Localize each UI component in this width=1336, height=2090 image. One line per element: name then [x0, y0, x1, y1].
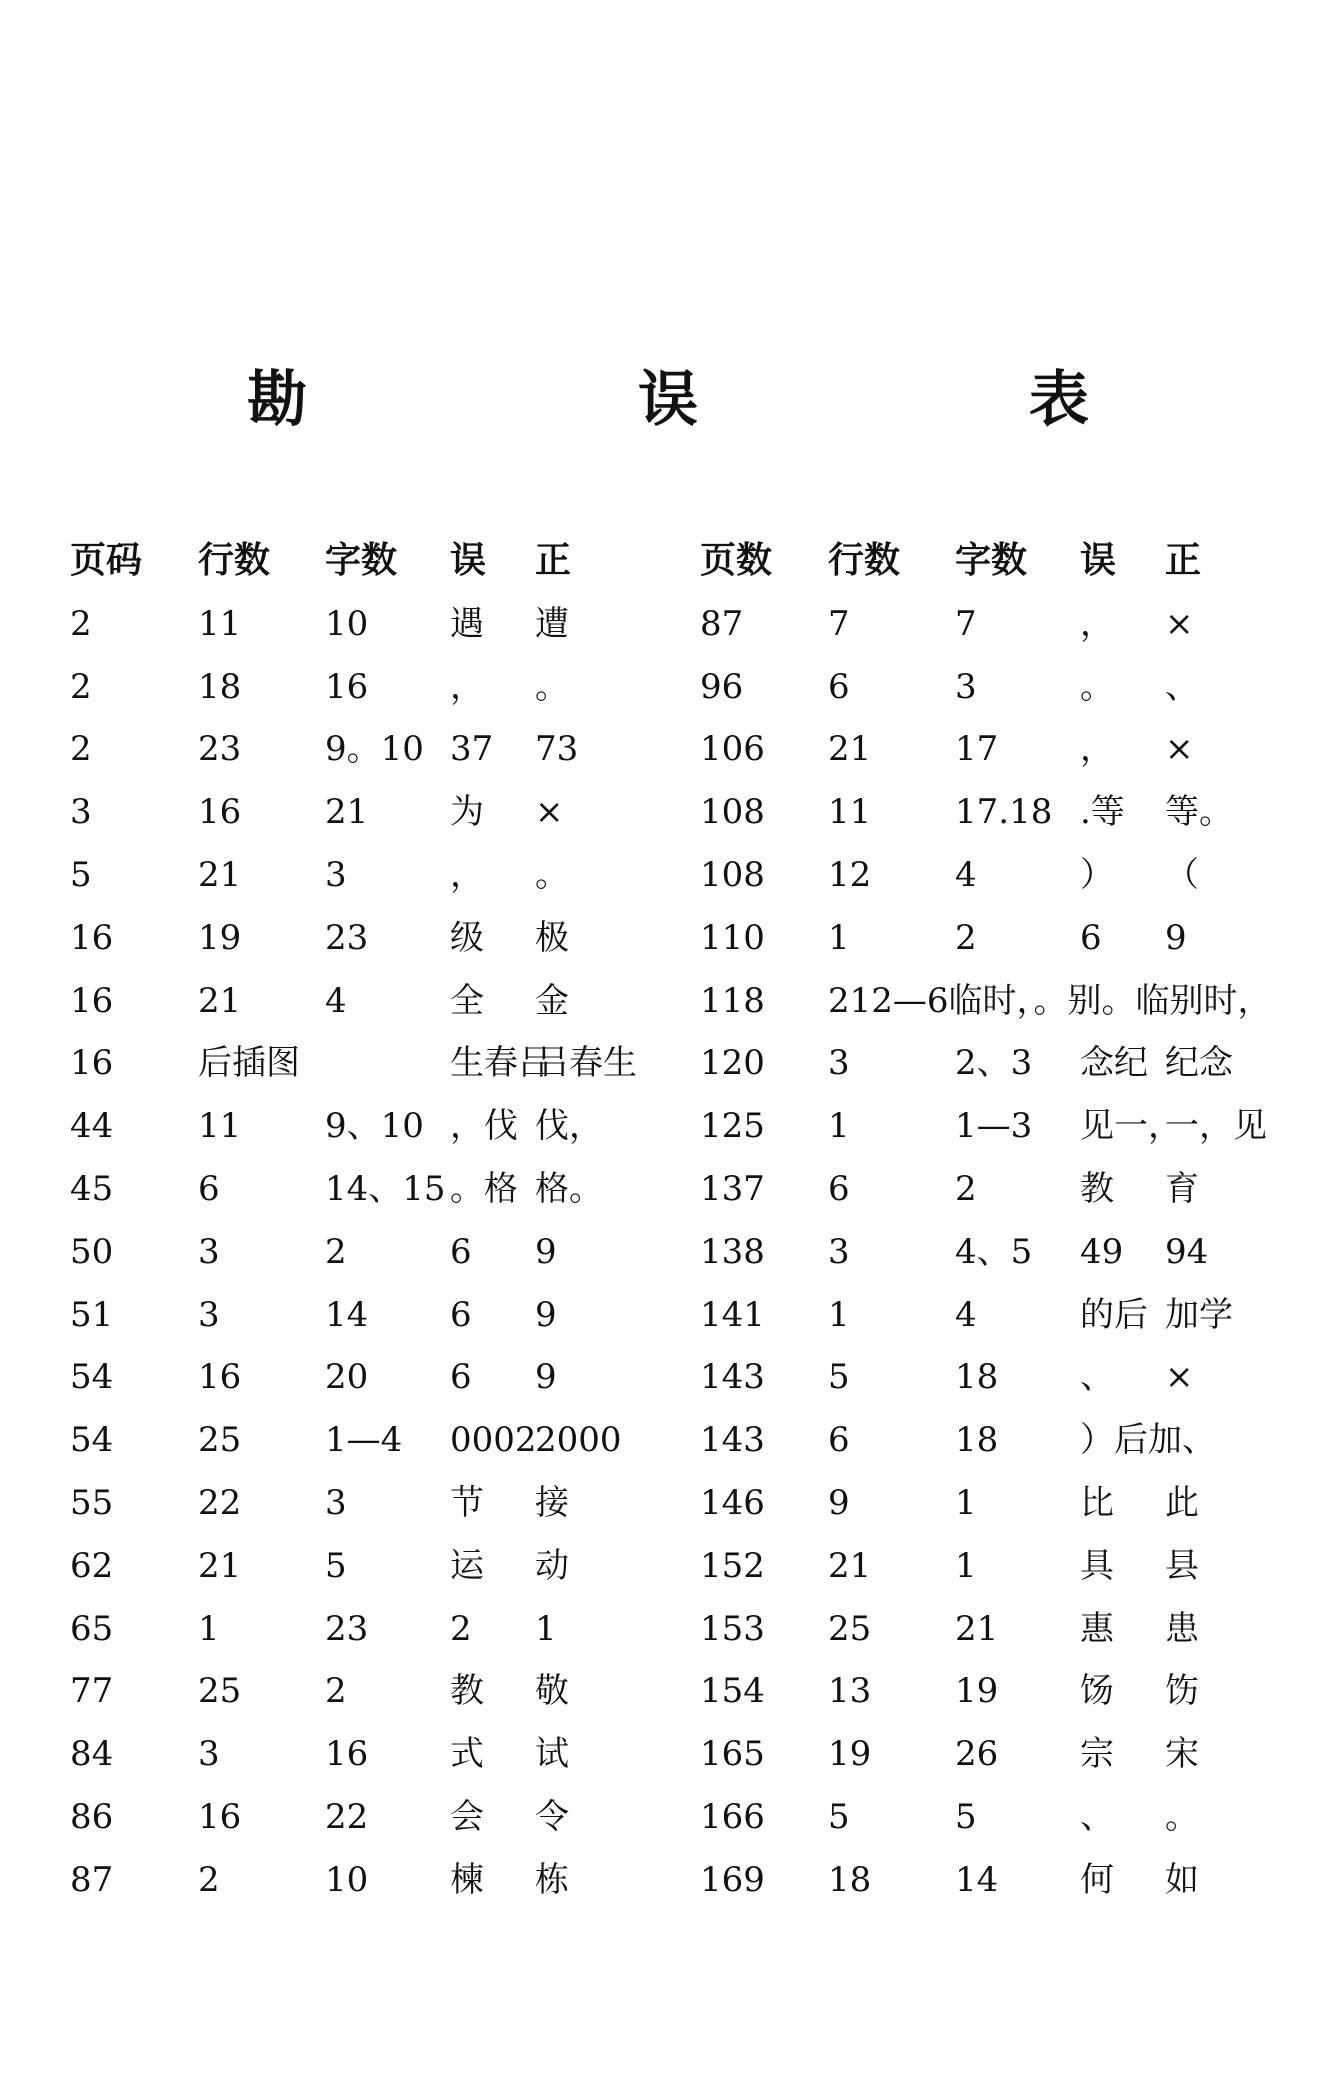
line-cell: 1: [828, 917, 850, 958]
char-cell: 1—3: [955, 1106, 1033, 1147]
wrong-cell: 饧: [1080, 1671, 1114, 1712]
page-cell: 106: [700, 729, 765, 770]
wrong-cell: 为: [450, 792, 484, 833]
line-cell: 6: [828, 666, 850, 707]
char-cell: 17: [955, 729, 999, 770]
page-cell: 16: [70, 917, 114, 958]
correct-cell: 。: [535, 666, 569, 707]
line-cell: 3: [828, 1043, 850, 1084]
page-cell: 54: [70, 1420, 114, 1461]
char-cell: 16: [325, 666, 369, 707]
table-row: [70, 781, 630, 844]
table-row: [70, 1535, 630, 1598]
page-cell: 120: [700, 1043, 765, 1084]
line-cell: 21: [198, 1545, 242, 1586]
line-cell: 6: [828, 1168, 850, 1209]
wrong-cell: 37: [450, 729, 494, 770]
wrong-cell: 运: [450, 1545, 484, 1586]
line-cell: 212—6临时，。别。临别时，: [828, 980, 1272, 1021]
wrong-cell: 节: [450, 1482, 484, 1523]
table-row: [700, 907, 1260, 970]
table-row: [70, 1284, 630, 1347]
correct-cell: （: [1165, 854, 1199, 895]
page-cell: 86: [70, 1796, 114, 1837]
table-row: [70, 656, 630, 719]
wrong-cell: 。格: [450, 1168, 518, 1209]
page-cell: 50: [70, 1231, 114, 1272]
char-cell: 10: [325, 1859, 369, 1900]
char-cell: 14: [325, 1294, 369, 1335]
correct-cell: 加学: [1165, 1294, 1233, 1335]
correct-cell: 县: [1165, 1545, 1199, 1586]
header-line-cell: 行数: [198, 540, 271, 581]
page-cell: 143: [700, 1357, 765, 1398]
correct-cell: 等。: [1165, 792, 1233, 833]
char-cell: 4: [955, 1294, 977, 1335]
page-cell: 55: [70, 1482, 114, 1523]
wrong-cell: 具: [1080, 1545, 1114, 1586]
char-cell: 4: [325, 980, 347, 1021]
page-cell: 5: [70, 854, 92, 895]
line-cell: 5: [828, 1357, 850, 1398]
table-row: [70, 1472, 630, 1535]
correct-cell: 饬: [1165, 1671, 1199, 1712]
table-row: [700, 1660, 1260, 1723]
correct-cell: 遭: [535, 603, 569, 644]
wrong-cell: ）后加、: [1080, 1420, 1216, 1461]
wrong-cell: 6: [450, 1231, 472, 1272]
page-cell: 166: [700, 1796, 765, 1837]
correct-cell: 如: [1165, 1859, 1199, 1900]
line-cell: 25: [198, 1420, 242, 1461]
line-cell: 5: [828, 1796, 850, 1837]
table-header: [70, 530, 630, 593]
table-row: [70, 1409, 630, 1472]
char-cell: 3: [955, 666, 977, 707]
correct-cell: 宋: [1165, 1734, 1199, 1775]
table-row: [700, 1221, 1260, 1284]
table-row: [700, 1786, 1260, 1849]
wrong-cell: ，伐: [450, 1106, 518, 1147]
table-row: [70, 1221, 630, 1284]
table-row: [70, 1158, 630, 1221]
line-cell: 11: [828, 792, 872, 833]
table-row: [70, 970, 630, 1033]
char-cell: 21: [955, 1608, 999, 1649]
line-cell: 16: [198, 1357, 242, 1398]
header-page-cell: 页数: [700, 540, 773, 581]
wrong-cell: 2: [450, 1608, 472, 1649]
page-cell: 96: [700, 666, 744, 707]
table-row: [70, 1032, 637, 1095]
line-cell: 16: [198, 1796, 242, 1837]
line-cell: 22: [198, 1482, 242, 1523]
line-cell: 18: [198, 666, 242, 707]
correct-cell: 73: [535, 729, 579, 770]
correct-cell: 。: [535, 854, 569, 895]
line-cell: 6: [198, 1168, 220, 1209]
wrong-cell: 0002: [450, 1420, 537, 1461]
table-row: [700, 1409, 1260, 1472]
wrong-cell: 级: [450, 917, 484, 958]
page-cell: 118: [700, 980, 765, 1021]
line-cell: 18: [828, 1859, 872, 1900]
char-cell: 26: [955, 1734, 999, 1775]
table-row: [70, 593, 630, 656]
char-cell: 16: [325, 1734, 369, 1775]
char-cell: 5: [325, 1545, 347, 1586]
correct-cell: 9: [1165, 917, 1187, 958]
errata-table-left: [70, 530, 637, 1912]
line-cell: 2: [198, 1859, 220, 1900]
wrong-cell: 比: [1080, 1482, 1114, 1523]
char-cell: 18: [955, 1357, 999, 1398]
correct-cell: 患: [1165, 1608, 1199, 1649]
table-row: [700, 656, 1260, 719]
line-cell: 25: [198, 1671, 242, 1712]
wrong-cell: 、: [1080, 1796, 1114, 1837]
page-cell: 152: [700, 1545, 765, 1586]
wrong-cell: 楝: [450, 1859, 484, 1900]
correct-cell: ×: [1165, 729, 1194, 770]
line-cell: 21: [828, 1545, 872, 1586]
page-cell: 2: [70, 666, 92, 707]
char-cell: 22: [325, 1796, 369, 1837]
page-cell: 137: [700, 1168, 765, 1209]
header-correct-cell: 正: [535, 540, 572, 581]
line-cell: 1: [828, 1294, 850, 1335]
correct-cell: 9: [535, 1294, 557, 1335]
correct-cell: 试: [535, 1734, 569, 1775]
correct-cell: 伐，: [535, 1106, 603, 1147]
page-cell: 45: [70, 1168, 114, 1209]
char-cell: 1: [955, 1545, 977, 1586]
correct-cell: 极: [535, 917, 569, 958]
char-cell: 1: [955, 1482, 977, 1523]
wrong-cell: 。: [1080, 666, 1114, 707]
table-row: [700, 1472, 1260, 1535]
correct-cell: 吕春生: [535, 1043, 637, 1084]
char-cell: 23: [325, 917, 369, 958]
correct-cell: 9: [535, 1231, 557, 1272]
page-cell: 44: [70, 1106, 114, 1147]
char-cell: 10: [325, 603, 369, 644]
char-cell: 5: [955, 1796, 977, 1837]
char-cell: 4、5: [955, 1231, 1033, 1272]
line-cell: 21: [198, 854, 242, 895]
line-cell: 7: [828, 603, 850, 644]
table-row: [70, 1598, 630, 1661]
wrong-cell: ）: [1080, 854, 1114, 895]
char-cell: 18: [955, 1420, 999, 1461]
table-row: [700, 1346, 1260, 1409]
wrong-cell: 49: [1080, 1231, 1124, 1272]
correct-cell: 令: [535, 1796, 569, 1837]
header-wrong-cell: 误: [450, 540, 487, 581]
wrong-cell: 6: [450, 1357, 472, 1398]
line-cell: 25: [828, 1608, 872, 1649]
line-cell: 1: [198, 1608, 220, 1649]
table-header: [700, 530, 1260, 593]
correct-cell: 敬: [535, 1671, 569, 1712]
page-cell: 3: [70, 792, 92, 833]
wrong-cell: 生春吕: [450, 1043, 552, 1084]
char-cell: 9。10: [325, 729, 424, 770]
line-cell: 1: [828, 1106, 850, 1147]
char-cell: 21: [325, 792, 369, 833]
table-row: [700, 1095, 1267, 1158]
correct-cell: ×: [1165, 603, 1194, 644]
line-cell: 11: [198, 603, 242, 644]
wrong-cell: 宗: [1080, 1734, 1114, 1775]
correct-cell: 栋: [535, 1859, 569, 1900]
correct-cell: 9: [535, 1357, 557, 1398]
correct-cell: 2000: [535, 1420, 622, 1461]
wrong-cell: 、: [1080, 1357, 1114, 1398]
page-cell: 87: [70, 1859, 114, 1900]
char-cell: 2: [955, 1168, 977, 1209]
char-cell: 19: [955, 1671, 999, 1712]
page-cell: 108: [700, 792, 765, 833]
line-cell: 12: [828, 854, 872, 895]
page-cell: 154: [700, 1671, 765, 1712]
page-cell: 153: [700, 1608, 765, 1649]
char-cell: 3: [325, 1482, 347, 1523]
line-cell: 9: [828, 1482, 850, 1523]
table-row: [70, 844, 630, 907]
correct-cell: 。: [1165, 1796, 1199, 1837]
wrong-cell: .等: [1080, 792, 1125, 833]
table-row: [700, 781, 1260, 844]
page-cell: 87: [700, 603, 744, 644]
page-cell: 138: [700, 1231, 765, 1272]
page-cell: 169: [700, 1859, 765, 1900]
header-wrong-cell: 误: [1080, 540, 1117, 581]
header-page-cell: 页码: [70, 540, 143, 581]
table-row: [700, 1032, 1260, 1095]
char-cell: 20: [325, 1357, 369, 1398]
wrong-cell: 式: [450, 1734, 484, 1775]
line-cell: 19: [198, 917, 242, 958]
page-cell: 62: [70, 1545, 114, 1586]
correct-cell: 1: [535, 1608, 557, 1649]
char-cell: 9、10: [325, 1106, 424, 1147]
page-cell: 51: [70, 1294, 114, 1335]
correct-cell: ×: [1165, 1357, 1194, 1398]
errata-table-right: [700, 530, 1272, 1912]
wrong-cell: 全: [450, 980, 484, 1021]
page-cell: 16: [70, 1043, 114, 1084]
table-row: [700, 1158, 1260, 1221]
correct-cell: 、: [1165, 666, 1199, 707]
page-cell: 2: [70, 603, 92, 644]
table-row: [70, 1346, 630, 1409]
line-cell: 后插图: [198, 1043, 300, 1084]
table-row: [70, 1849, 630, 1912]
correct-cell: 此: [1165, 1482, 1199, 1523]
char-cell: 23: [325, 1608, 369, 1649]
table-row: [700, 1284, 1260, 1347]
correct-cell: 94: [1165, 1231, 1209, 1272]
table-row: [700, 1535, 1260, 1598]
char-cell: 2: [955, 917, 977, 958]
wrong-cell: 的后: [1080, 1294, 1148, 1335]
table-row: [70, 1786, 630, 1849]
correct-cell: 动: [535, 1545, 569, 1586]
wrong-cell: ，: [450, 854, 484, 895]
table-row: [70, 907, 630, 970]
correct-cell: 接: [535, 1482, 569, 1523]
char-cell: 2: [325, 1231, 347, 1272]
page-cell: 125: [700, 1106, 765, 1147]
correct-cell: 格。: [535, 1168, 603, 1209]
wrong-cell: 教: [1080, 1168, 1114, 1209]
wrong-cell: ，: [450, 666, 484, 707]
wrong-cell: 见一，: [1080, 1106, 1182, 1147]
page-cell: 84: [70, 1734, 114, 1775]
table-row: [700, 1723, 1260, 1786]
wrong-cell: 6: [450, 1294, 472, 1335]
table-row: [700, 593, 1260, 656]
wrong-cell: ，: [1080, 603, 1114, 644]
table-row: [70, 1723, 630, 1786]
page-cell: 143: [700, 1420, 765, 1461]
table-row: [700, 718, 1260, 781]
header-char-cell: 字数: [325, 540, 398, 581]
page-cell: 16: [70, 980, 114, 1021]
wrong-cell: 念纪: [1080, 1043, 1148, 1084]
table-row: [700, 970, 1272, 1033]
wrong-cell: 遇: [450, 603, 484, 644]
table-row: [70, 1095, 630, 1158]
page-title: 勘 误 表: [247, 365, 1244, 435]
line-cell: 16: [198, 792, 242, 833]
char-cell: 17.18: [955, 792, 1053, 833]
page-cell: 77: [70, 1671, 114, 1712]
wrong-cell: ，: [1080, 729, 1114, 770]
table-row: [700, 1598, 1260, 1661]
line-cell: 6: [828, 1420, 850, 1461]
line-cell: 19: [828, 1734, 872, 1775]
char-cell: 1—4: [325, 1420, 403, 1461]
line-cell: 3: [198, 1231, 220, 1272]
page-cell: 108: [700, 854, 765, 895]
page-cell: 54: [70, 1357, 114, 1398]
correct-cell: 育: [1165, 1168, 1199, 1209]
line-cell: 23: [198, 729, 242, 770]
correct-cell: ×: [535, 792, 564, 833]
wrong-cell: 会: [450, 1796, 484, 1837]
correct-cell: 金: [535, 980, 569, 1021]
table-row: [70, 718, 630, 781]
line-cell: 3: [198, 1294, 220, 1335]
header-line-cell: 行数: [828, 540, 901, 581]
wrong-cell: 何: [1080, 1859, 1114, 1900]
correct-cell: 纪念: [1165, 1043, 1233, 1084]
wrong-cell: 惠: [1080, 1608, 1114, 1649]
page-cell: 110: [700, 917, 765, 958]
page-cell: 65: [70, 1608, 114, 1649]
line-cell: 21: [828, 729, 872, 770]
correct-cell: 一，见: [1165, 1106, 1267, 1147]
char-cell: 2: [325, 1671, 347, 1712]
char-cell: 4: [955, 854, 977, 895]
header-char-cell: 字数: [955, 540, 1028, 581]
char-cell: 7: [955, 603, 977, 644]
header-correct-cell: 正: [1165, 540, 1202, 581]
page-cell: 146: [700, 1482, 765, 1523]
char-cell: 2、3: [955, 1043, 1033, 1084]
page-cell: 141: [700, 1294, 765, 1335]
line-cell: 13: [828, 1671, 872, 1712]
char-cell: 3: [325, 854, 347, 895]
table-row: [700, 844, 1260, 907]
table-row: [70, 1660, 630, 1723]
line-cell: 3: [198, 1734, 220, 1775]
wrong-cell: 教: [450, 1671, 484, 1712]
char-cell: 14、15: [325, 1168, 446, 1209]
page-cell: 165: [700, 1734, 765, 1775]
char-cell: 14: [955, 1859, 999, 1900]
line-cell: 3: [828, 1231, 850, 1272]
page-cell: 2: [70, 729, 92, 770]
line-cell: 11: [198, 1106, 242, 1147]
wrong-cell: 6: [1080, 917, 1102, 958]
table-row: [700, 1849, 1260, 1912]
line-cell: 21: [198, 980, 242, 1021]
